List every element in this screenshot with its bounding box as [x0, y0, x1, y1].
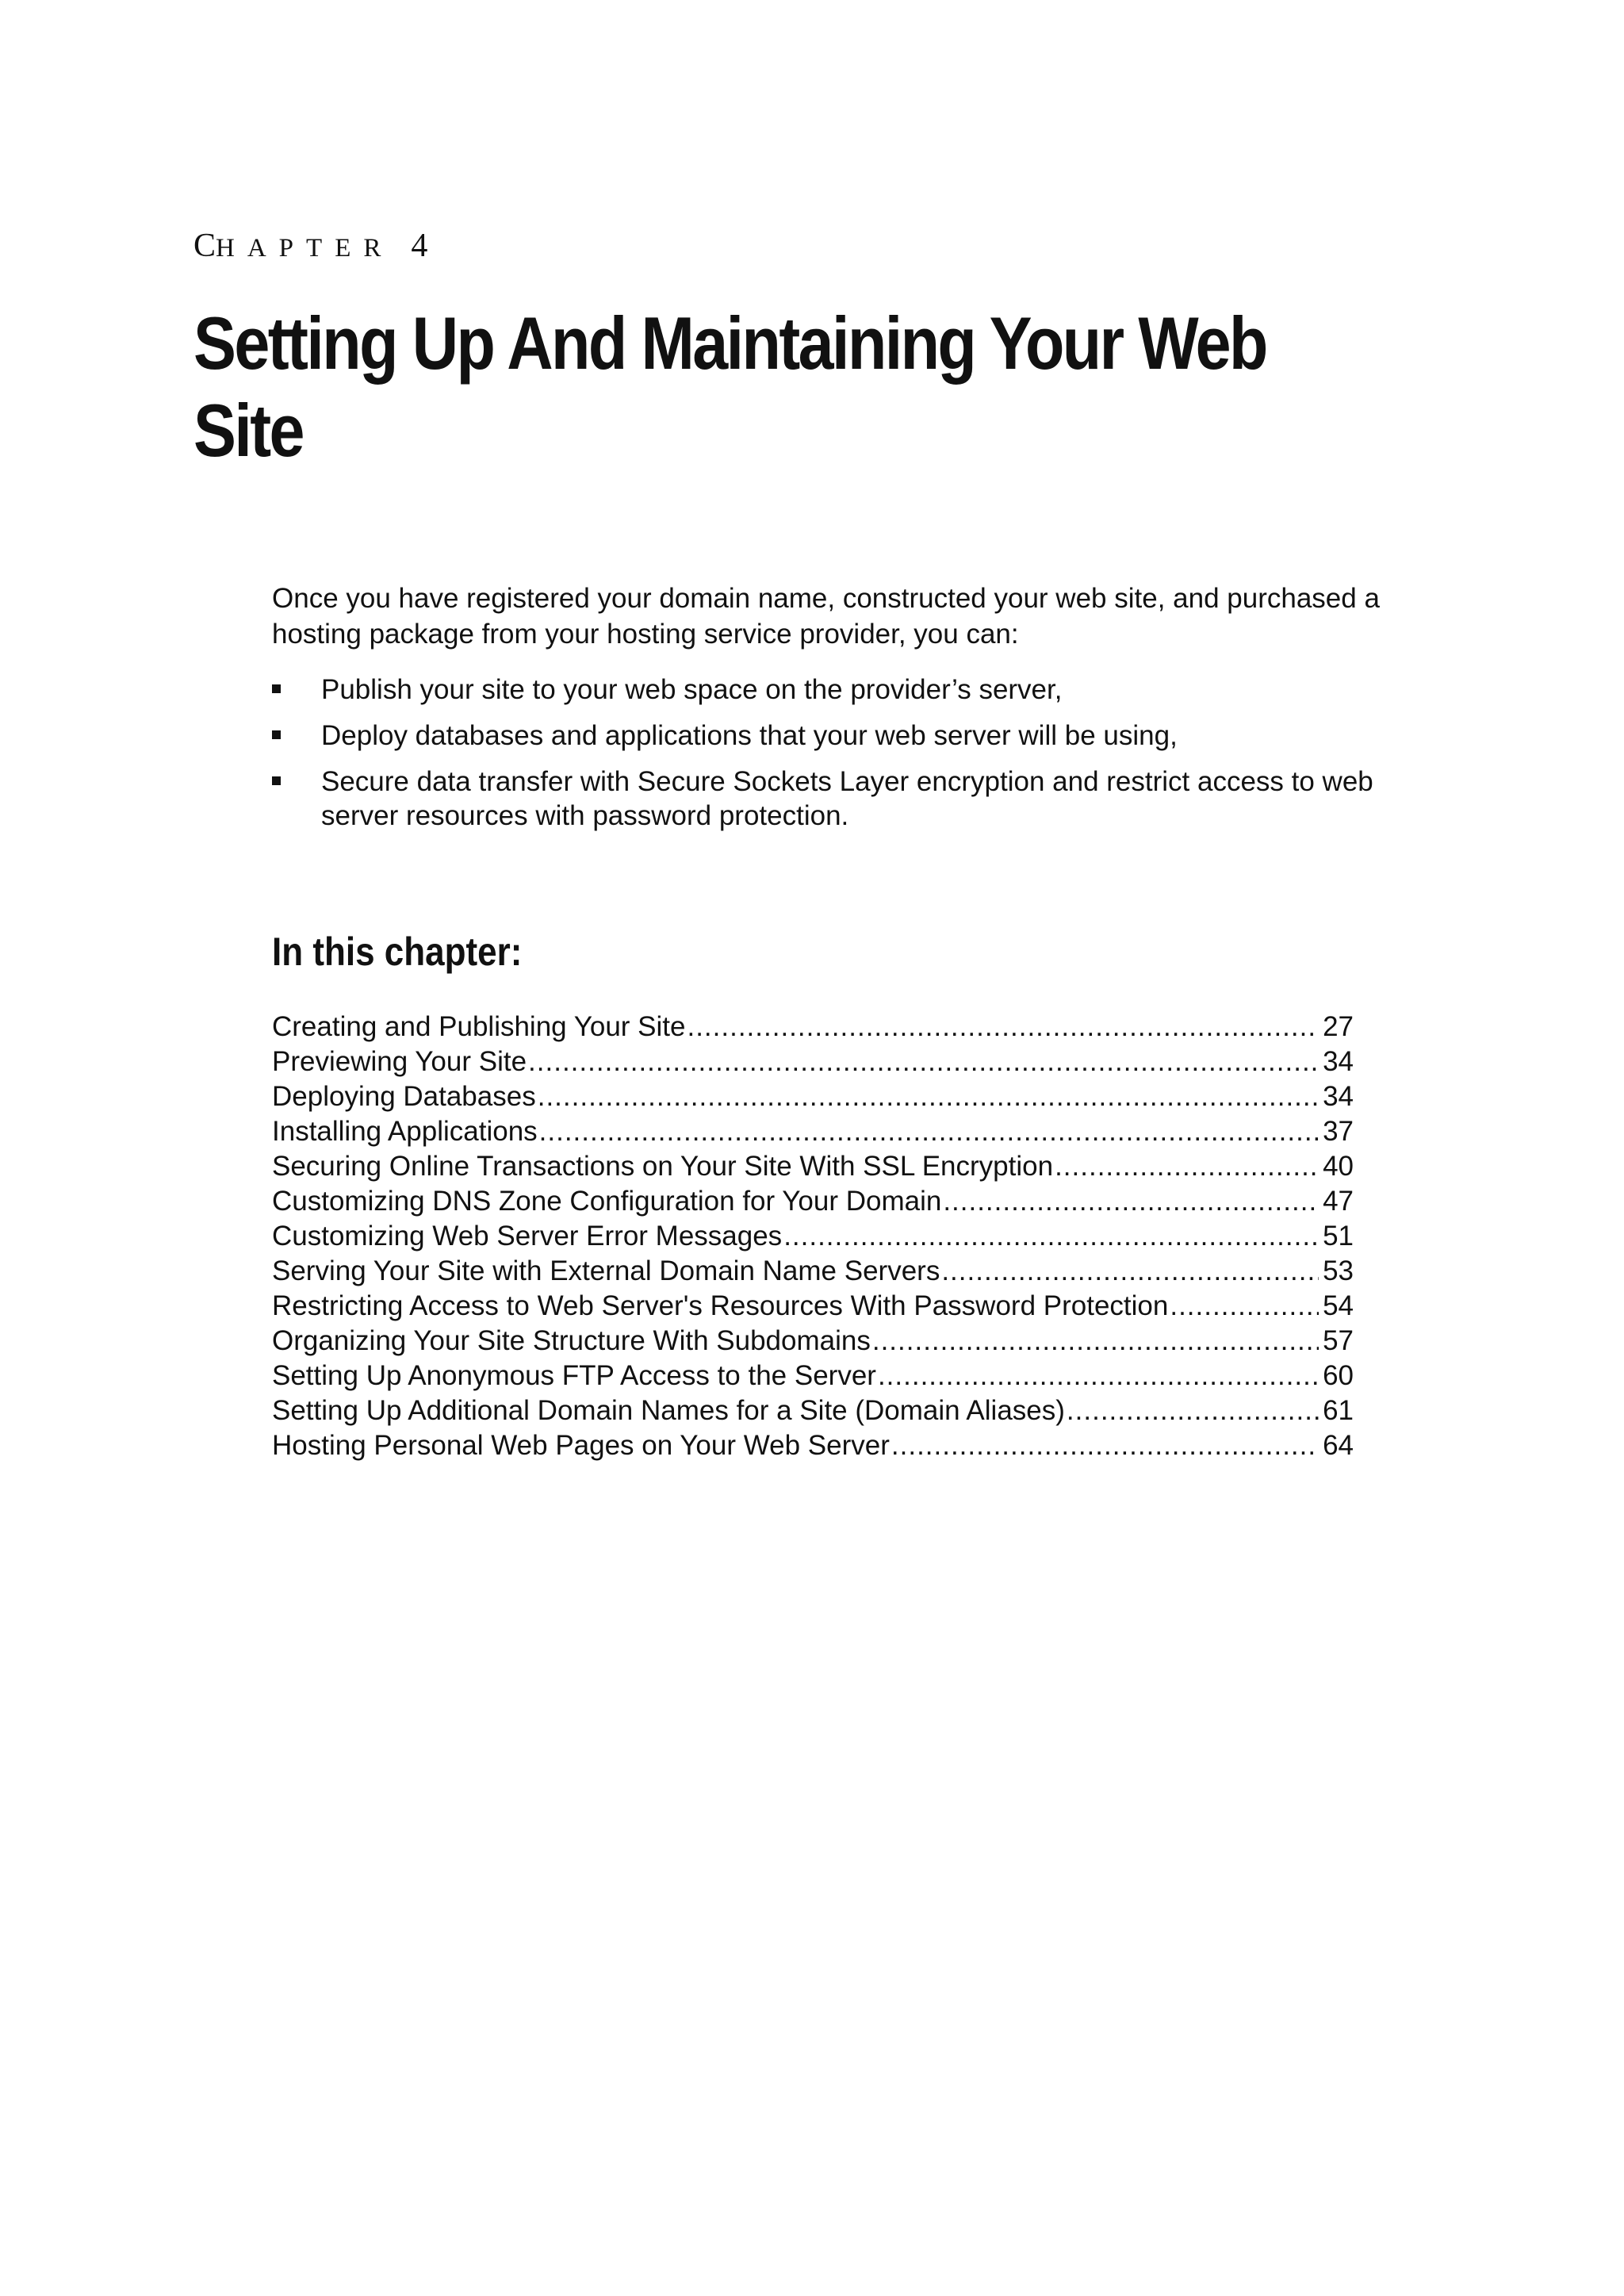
- toc-entry[interactable]: [272, 1324, 1354, 1359]
- toc-entry[interactable]: [272, 1289, 1354, 1324]
- toc-entry-title[interactable]: Serving Your Site with External Domain Name Servers: [272, 1255, 940, 1286]
- toc-entry[interactable]: [272, 1045, 1354, 1079]
- toc-entry-title[interactable]: Organizing Your Site Structure With Subdomains: [272, 1325, 871, 1356]
- toc-page-number: 34: [1323, 1081, 1354, 1112]
- toc-dot-leader: [872, 1324, 1319, 1359]
- toc-entry-title[interactable]: Creating and Publishing Your Site: [272, 1011, 686, 1042]
- bullet-item: [272, 719, 1438, 753]
- toc-page-number: 64: [1323, 1430, 1354, 1461]
- toc-entry-title[interactable]: Restricting Access to Web Server's Resources With Password Protection: [272, 1290, 1169, 1321]
- in-this-chapter-heading: In this chapter:: [272, 930, 523, 974]
- table-of-contents: [272, 1010, 1354, 1463]
- toc-page-number: 40: [1323, 1151, 1354, 1182]
- toc-dot-leader: [539, 1114, 1319, 1149]
- toc-entry-title[interactable]: Customizing DNS Zone Configuration for Your Domain: [272, 1186, 942, 1217]
- toc-page-number: 37: [1323, 1116, 1354, 1147]
- toc-entry-title[interactable]: Securing Online Transactions on Your Site With SSL Encryption: [272, 1151, 1054, 1182]
- toc-dot-leader: [783, 1219, 1319, 1254]
- toc-dot-leader: [943, 1184, 1319, 1219]
- toc-page-number: 47: [1323, 1186, 1354, 1217]
- toc-page-number: 51: [1323, 1221, 1354, 1251]
- toc-entry[interactable]: [272, 1079, 1354, 1114]
- toc-page-number: 60: [1323, 1360, 1354, 1391]
- toc-dot-leader: [538, 1079, 1319, 1114]
- toc-dot-leader: [891, 1428, 1319, 1463]
- toc-dot-leader: [1067, 1393, 1319, 1428]
- toc-dot-leader: [1170, 1289, 1319, 1324]
- toc-page-number: 54: [1323, 1290, 1354, 1321]
- square-bullet-icon: [272, 776, 281, 785]
- intro-paragraph: Once you have registered your domain name, constructed your web site, and purchased a hosting package from your hosting service provider, you can:: [272, 583, 1380, 650]
- toc-entry-title[interactable]: Setting Up Anonymous FTP Access to the Server: [272, 1360, 876, 1391]
- bullet-text: Deploy databases and applications that your web server will be using,: [321, 720, 1178, 751]
- toc-page-number: 53: [1323, 1255, 1354, 1286]
- toc-page-number: 27: [1323, 1011, 1354, 1042]
- toc-entry[interactable]: [272, 1393, 1354, 1428]
- toc-entry[interactable]: [272, 1184, 1354, 1219]
- toc-page-number: 61: [1323, 1395, 1354, 1426]
- toc-page-number: 57: [1323, 1325, 1354, 1356]
- toc-page-number: 34: [1323, 1046, 1354, 1077]
- toc-entry[interactable]: [272, 1219, 1354, 1254]
- bullet-text: Secure data transfer with Secure Sockets Layer encryption and restrict access to web server resources with password protection.: [321, 766, 1373, 831]
- toc-dot-leader: [528, 1045, 1319, 1079]
- toc-dot-leader: [941, 1254, 1319, 1289]
- toc-entry[interactable]: [272, 1428, 1354, 1463]
- toc-dot-leader: [1055, 1149, 1319, 1184]
- toc-entry[interactable]: [272, 1010, 1354, 1045]
- chapter-label: [193, 227, 427, 265]
- intro-bullet-list: [272, 673, 1438, 845]
- toc-entry[interactable]: [272, 1149, 1354, 1184]
- toc-entry[interactable]: [272, 1359, 1354, 1393]
- toc-entry[interactable]: [272, 1114, 1354, 1149]
- toc-entry-title[interactable]: Installing Applications: [272, 1116, 538, 1147]
- chapter-label-rest: HAPTER: [216, 234, 394, 263]
- bullet-text: Publish your site to your web space on the provider’s server,: [321, 674, 1063, 705]
- chapter-number: 4: [411, 228, 428, 264]
- toc-entry-title[interactable]: Customizing Web Server Error Messages: [272, 1221, 783, 1251]
- toc-entry-title[interactable]: Deploying Databases: [272, 1081, 536, 1112]
- chapter-title: Setting Up And Maintaining Your Web Site: [193, 301, 1266, 472]
- toc-dot-leader: [687, 1010, 1319, 1045]
- toc-entry-title[interactable]: Previewing Your Site: [272, 1046, 527, 1077]
- bullet-item: [272, 765, 1438, 833]
- chapter-label-initial: C: [193, 228, 216, 264]
- toc-dot-leader: [878, 1359, 1319, 1393]
- bullet-item: [272, 673, 1438, 707]
- square-bullet-icon: [272, 684, 281, 693]
- toc-entry-title[interactable]: Setting Up Additional Domain Names for a Site (Domain Aliases): [272, 1395, 1065, 1426]
- square-bullet-icon: [272, 730, 281, 739]
- toc-entry-title[interactable]: Hosting Personal Web Pages on Your Web Server: [272, 1430, 890, 1461]
- toc-entry[interactable]: [272, 1254, 1354, 1289]
